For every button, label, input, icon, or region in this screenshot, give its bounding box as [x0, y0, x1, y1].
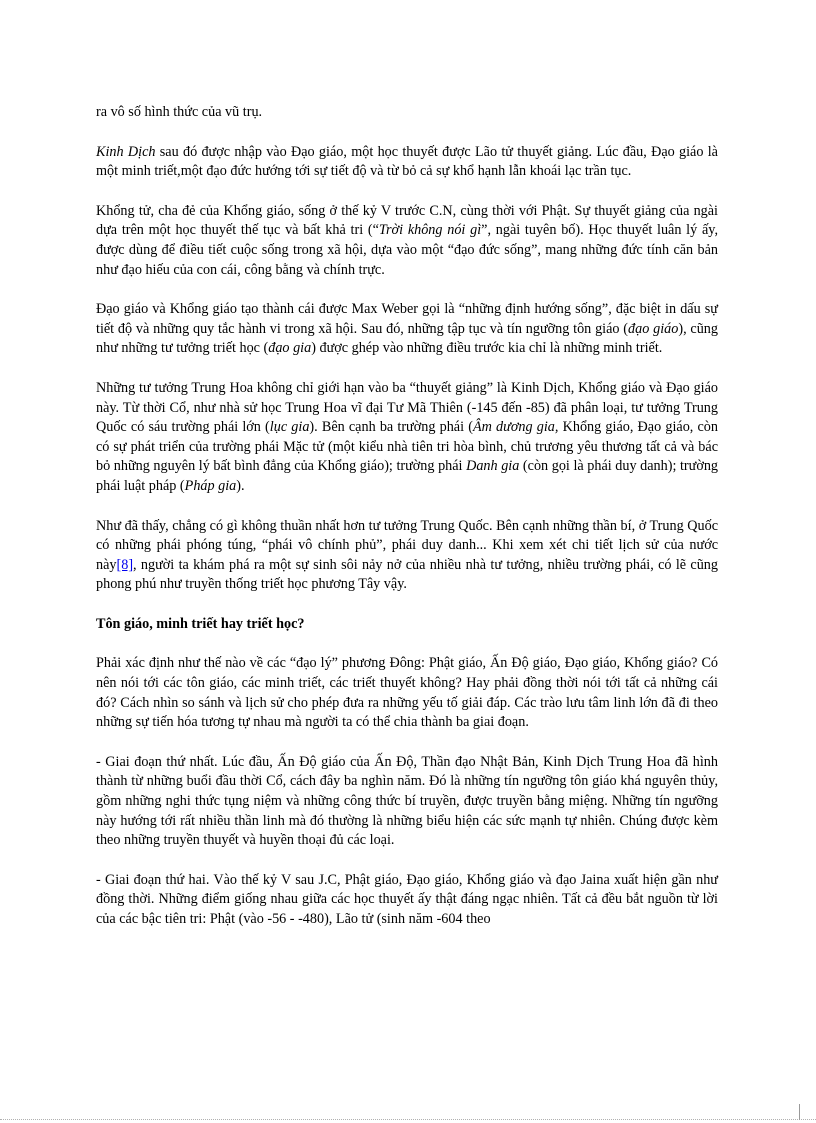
paragraph-text: ) được ghép vào những điều trước kia chỉ là những minh triết. — [311, 340, 663, 357]
italic-term: đạo giáo — [628, 320, 679, 337]
paragraph — [96, 871, 718, 930]
paragraph-text: ”, ngài tuyên bố). Học thuyết luân lý ấy, được dùng để điều tiết cuộc sống trong xã hội, dựa vào một “đạo đức sống”, mang những đức tính căn bản như đạo hiếu của con cái, công bằng và chính trực. — [96, 222, 718, 278]
italic-term: Trời không nói gì — [378, 222, 482, 239]
italic-term: đạo gia — [268, 340, 312, 357]
italic-term: Pháp gia — [184, 477, 237, 494]
paragraph-text: Đạo giáo và Khổng giáo tạo thành cái được Max Weber gọi là “những định hướng sống”, đặc biệt in dấu sự tiết độ và những quy tắc hành vi trong xã hội. Sau đó, những tập tục và tín ngưỡng tôn giáo ( — [96, 301, 718, 337]
paragraph — [96, 202, 718, 280]
section-heading: Tôn giáo, minh triết hay triết học? — [96, 615, 305, 632]
paragraph-text: (còn gọi là phái duy danh); trường phái luật pháp ( — [96, 458, 719, 494]
paragraph-text: - Giai đoạn thứ nhất. Lúc đầu, Ấn Độ giáo của Ấn Độ, Thần đạo Nhật Bản, Kinh Dịch Trung Hoa đã hình thành từ những buổi đầu thời Cổ, cách đây ba nghìn năm. Đó là những tín ngưỡng tôn giáo khá nguyên thủy, gồm những nghi thức tụng niệm và những công thức bí truyền, được truyền bằng miệng. Những tín ngưỡng này hướng tới rất nhiều thần linh mà đó thường là những biểu hiện các sức mạnh tự nhiên. Chúng được kèm theo những truyền thuyết và huyền thoại đủ các loại. — [96, 753, 718, 849]
document-page — [96, 103, 718, 930]
paragraph-text: ), cũng như những tư tưởng triết học ( — [96, 320, 718, 357]
paragraph-text: Khổng giáo, Đạo giáo, còn có sự phát triển của trường phái Mặc tử (một kiểu nhà tiên tri hòa bình, chủ trương yêu thương tất cả và bác bỏ những nguyên lý bất bình đẳng của Khổng giáo); trường phái — [96, 419, 718, 475]
paragraph-text: Phải xác định như thế nào về các “đạo lý” phương Đông: Phật giáo, Ấn Độ giáo, Đạo giáo, Khổng giáo? Có nên nói tới các tôn giáo, các minh triết, các triết thuyết không? Hay phải đồng thời nói tới tất cả những cái đó? Cách nhìn so sánh và lịch sử cho phép đưa ra những yếu tố giải đáp. Các trào lưu tâm linh lớn đã đi theo những sự tiến hóa tương tự nhau mà người ta có thể chia thành ba giai đoạn. — [96, 655, 718, 731]
paragraph — [96, 143, 718, 182]
paragraph-text: ). Bên cạnh ba trường phái ( — [309, 419, 473, 436]
italic-term: Kinh Dịch — [96, 143, 156, 160]
paragraph-text: - Giai đoạn thứ hai. Vào thế kỷ V sau J.C, Phật giáo, Đạo giáo, Khổng giáo và đạo Jaina xuất hiện gần như đồng thời. Những điểm giống nhau giữa các học thuyết ấy thật đáng ngạc nhiên. Tất cả đều bắt nguồn từ lời của các bậc tiên tri: Phật (vào -56 - -480), Lão tử (sinh năm -604 theo — [96, 871, 718, 927]
paragraph-text: Như đã thấy, chẳng có gì không thuần nhất hơn tư tưởng Trung Quốc. Bên cạnh những thần bí, ở Trung Quốc có những phái phóng túng, “phái vô chính phủ”, phái duy danh... Khi xem xét chi tiết lịch sử của nước này — [96, 517, 718, 573]
italic-term: Danh gia — [466, 458, 520, 475]
paragraph — [96, 753, 718, 851]
paragraph — [96, 379, 718, 497]
paragraph-text: Những tư tưởng Trung Hoa không chỉ giới hạn vào ba “thuyết giảng” là Kinh Dịch, Khổng giáo và Đạo giáo này. Từ thời Cổ, như nhà sử học Trung Hoa vĩ đại Tư Mã Thiên (-145 đến -85) đã phân loại, tư tưởng Trung Quốc có sáu trường phái lớn ( — [96, 379, 718, 436]
page-corner-mark — [799, 1104, 800, 1120]
paragraph-text: ). — [236, 477, 245, 494]
footnote-link[interactable]: [8] — [116, 556, 134, 573]
italic-term: lục gia — [269, 419, 310, 436]
paragraph-text: , người ta khám phá ra một sự sinh sôi nảy nở của nhiều nhà tư tưởng, nhiều trường phái, có lẽ cũng phong phú như truyền thống triết học phương Tây vậy. — [96, 556, 718, 593]
paragraph-text: sau đó được nhập vào Đạo giáo, một học thuyết được Lão tử thuyết giảng. Lúc đầu, Đạo giáo là một minh triết,một đạo đức hướng tới sự tiết độ và từ bỏ cả sự khổ hạnh lẫn khoái lạc trần tục. — [96, 143, 718, 180]
page-bottom-divider — [0, 1119, 816, 1120]
italic-term: Âm dương gia, — [472, 419, 559, 436]
paragraph — [96, 517, 718, 595]
paragraph — [96, 300, 718, 359]
paragraph — [96, 103, 718, 123]
paragraph — [96, 654, 718, 732]
paragraph-text: ra vô số hình thức của vũ trụ. — [96, 104, 263, 120]
paragraph-text: Khổng tử, cha đẻ của Khổng giáo, sống ở thế kỷ V trước C.N, cùng thời với Phật. Sự thuyết giảng của ngài dựa trên một học thuyết thế tục và bất khả tri (“ — [96, 202, 718, 239]
